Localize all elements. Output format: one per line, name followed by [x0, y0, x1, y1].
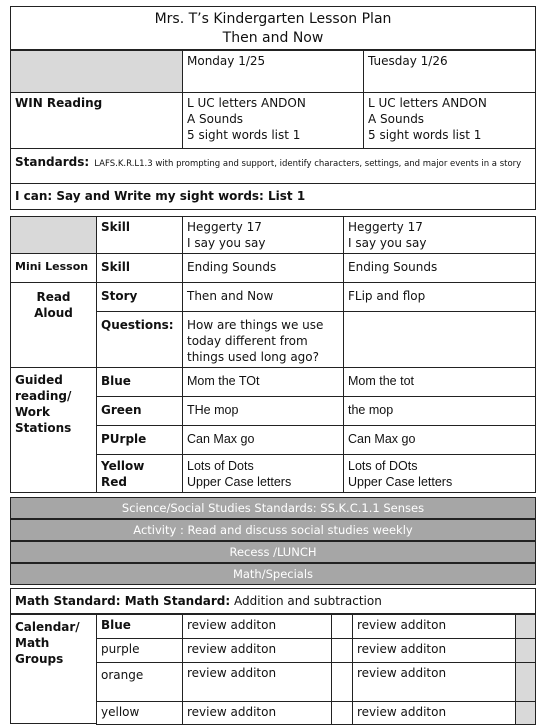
math-specials-bar: Math/Specials — [10, 563, 536, 585]
science-standards-bar: Science/Social Studies Standards: SS.K.C.1.1 Senses — [10, 497, 536, 519]
math-group-tuesday: review additon — [352, 662, 516, 702]
math-standard-label: Math Standard: Math Standard: — [15, 594, 231, 608]
math-group-monday: review additon — [182, 614, 332, 639]
math-group-label: purple — [96, 638, 183, 663]
win-reading-label: WIN Reading — [10, 92, 183, 149]
math-standard-row — [10, 588, 536, 614]
calendar-math-section: Calendar/ Math Groups — [10, 614, 97, 724]
standards-text: LAFS.K.R.L1.3 with prompting and support, identify characters, settings, and major events in a story — [94, 159, 522, 169]
math-group-gray-cell — [515, 638, 536, 663]
math-standard-text: Addition and subtraction — [234, 594, 382, 608]
day-header-corner — [10, 50, 183, 93]
tuesday-header: Tuesday 1/26 — [363, 50, 536, 93]
story-tuesday: FLip and flop — [343, 282, 536, 312]
math-group-monday: review additon — [182, 701, 332, 725]
math-group-tuesday: review additon — [352, 638, 516, 663]
mini-lesson-monday: Ending Sounds — [182, 253, 344, 283]
math-group-monday: review additon — [182, 638, 332, 663]
mini-lesson-section: Mini Lesson — [10, 253, 97, 283]
math-group-blank-cell — [331, 701, 353, 725]
skill-section-empty — [10, 216, 97, 254]
standards-row — [10, 148, 536, 184]
math-group-label: yellow — [96, 701, 183, 725]
math-group-label: orange — [96, 662, 183, 702]
guided-group-tuesday: the mop — [343, 396, 536, 426]
read-aloud-section: Read Aloud — [10, 282, 97, 368]
questions-monday: How are things we use today different from things used long ago? — [182, 311, 344, 368]
math-group-tuesday: review additon — [352, 701, 516, 725]
guided-group-tuesday: Mom the tot — [343, 367, 536, 397]
page-title: Mrs. T’s Kindergarten Lesson Plan — [154, 11, 392, 27]
math-group-label: Blue — [96, 614, 183, 639]
guided-group-label: Green — [96, 396, 183, 426]
recess-lunch-bar: Recess /LUNCH — [10, 541, 536, 563]
math-group-tuesday: review additon — [352, 614, 516, 639]
math-group-blank-cell — [331, 614, 353, 639]
standards-label: Standards: — [15, 155, 90, 169]
math-group-blank-cell — [331, 662, 353, 702]
skill-tuesday: Heggerty 17 I say you say — [343, 216, 536, 254]
guided-group-monday: Lots of Dots Upper Case letters — [182, 454, 344, 493]
math-group-gray-cell — [515, 614, 536, 639]
skill-monday: Heggerty 17 I say you say — [182, 216, 344, 254]
story-label: Story — [96, 282, 183, 312]
guided-group-label: PUrple — [96, 425, 183, 455]
guided-group-label: Yellow Red — [96, 454, 183, 493]
mini-lesson-tuesday: Ending Sounds — [343, 253, 536, 283]
guided-reading-section: Guided reading/ Work Stations — [10, 367, 97, 493]
math-group-gray-cell — [515, 701, 536, 725]
math-group-monday: review additon — [182, 662, 332, 702]
questions-tuesday — [343, 311, 536, 368]
questions-label: Questions: — [96, 311, 183, 368]
mini-lesson-label: Skill — [96, 253, 183, 283]
math-group-blank-cell — [331, 638, 353, 663]
story-monday: Then and Now — [182, 282, 344, 312]
guided-group-monday: Mom the TOt — [182, 367, 344, 397]
win-reading-tuesday: L UC letters ANDON A Sounds 5 sight words list 1 — [363, 92, 536, 149]
title-block — [10, 6, 536, 50]
guided-group-monday: Can Max go — [182, 425, 344, 455]
guided-group-tuesday: Can Max go — [343, 425, 536, 455]
monday-header: Monday 1/25 — [182, 50, 364, 93]
guided-group-monday: THe mop — [182, 396, 344, 426]
guided-group-label: Blue — [96, 367, 183, 397]
page-subtitle: Then and Now — [222, 30, 324, 46]
i-can-statement: I can: Say and Write my sight words: List 1 — [10, 183, 536, 210]
win-reading-monday: L UC letters ANDON A Sounds 5 sight words list 1 — [182, 92, 364, 149]
math-group-gray-cell — [515, 662, 536, 702]
guided-group-tuesday: Lots of DOts Upper Case letters — [343, 454, 536, 493]
skill-label: Skill — [96, 216, 183, 254]
activity-bar: Activity : Read and discuss social studies weekly — [10, 519, 536, 541]
